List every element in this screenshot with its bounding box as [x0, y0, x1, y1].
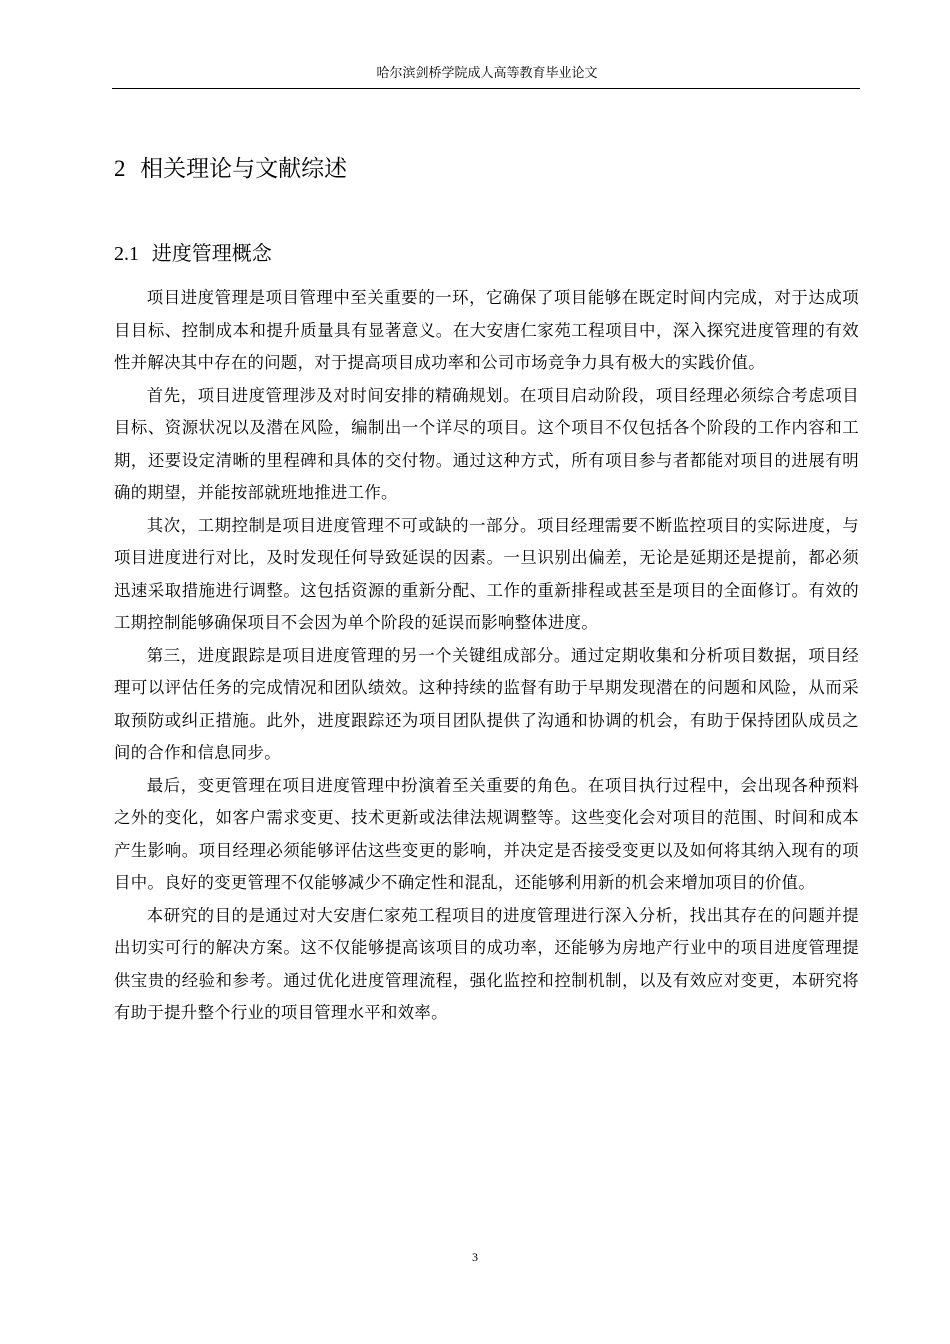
paragraph-6: 本研究的目的是通过对大安唐仁家苑工程项目的进度管理进行深入分析，找出其存在的问题并提出切实可行的解决方案。这不仅能够提高该项目的成功率，还能够为房地产行业中的项目进度管理提供宝贵的经验和参考。通过优化进度管理流程，强化监控和控制机制，以及有效应对变更，本研究将有助于提升整个行业的项目管理水平和效率。 [114, 905, 859, 1022]
paragraph-4: 第三，进度跟踪是项目进度管理的另一个关键组成部分。通过定期收集和分析项目数据，项目经理可以评估任务的完成情况和团队绩效。这种持续的监督有助于早期发现潜在的问题和风险，从而采取预防或纠正措施。此外，进度跟踪还为项目团队提供了沟通和协调的机会，有助于保持团队成员之间的合作和信息同步。 [114, 645, 859, 762]
paragraph-2: 首先，项目进度管理涉及对时间安排的精确规划。在项目启动阶段，项目经理必须综合考虑项目目标、资源状况以及潜在风险，编制出一个详尽的项目。这个项目不仅包括各个阶段的工作内容和工期，还要设定清晰的里程碑和具体的交付物。通过这种方式，所有项目参与者都能对项目的进展有明确的期望，并能按部就班地推进工作。 [114, 385, 859, 502]
paragraph-5: 最后，变更管理在项目进度管理中扮演着至关重要的角色。在项目执行过程中，会出现各种预料之外的变化，如客户需求变更、技术更新或法律法规调整等。这些变化会对项目的范围、时间和成本产生影响。项目经理必须能够评估这些变更的影响，并决定是否接受变更以及如何将其纳入现有的项目中。良好的变更管理不仅能够减少不确定性和混乱，还能够利用新的机会来增加项目的价值。 [114, 775, 859, 892]
paragraph-3: 其次，工期控制是项目进度管理不可或缺的一部分。项目经理需要不断监控项目的实际进度，与项目进度进行对比，及时发现任何导致延误的因素。一旦识别出偏差，无论是延期还是提前，都必须迅速采取措施进行调整。这包括资源的重新分配、工作的重新排程或甚至是项目的全面修订。有效的工期控制能够确保项目不会因为单个阶段的延误而影响整体进度。 [114, 515, 859, 632]
header-rule [112, 88, 860, 89]
section-title-text: 进度管理概念 [151, 241, 272, 265]
page-number: 3 [472, 1250, 478, 1264]
running-header: 哈尔滨剑桥学院成人高等教育毕业论文 [376, 66, 598, 81]
body-text [114, 282, 859, 1030]
section-number: 2.1 [114, 243, 139, 265]
chapter-title-text: 相关理论与文献综述 [140, 156, 348, 182]
chapter-number: 2 [114, 156, 126, 181]
section-title [114, 238, 272, 269]
paragraph-1: 项目进度管理是项目管理中至关重要的一环，它确保了项目能够在既定时间内完成，对于达成项目目标、控制成本和提升质量具有显著意义。在大安唐仁家苑工程项目中，深入探究进度管理的有效性并解决其中存在的问题，对于提高项目成功率和公司市场竞争力具有极大的实践价值。 [114, 288, 859, 372]
chapter-title [114, 153, 347, 185]
